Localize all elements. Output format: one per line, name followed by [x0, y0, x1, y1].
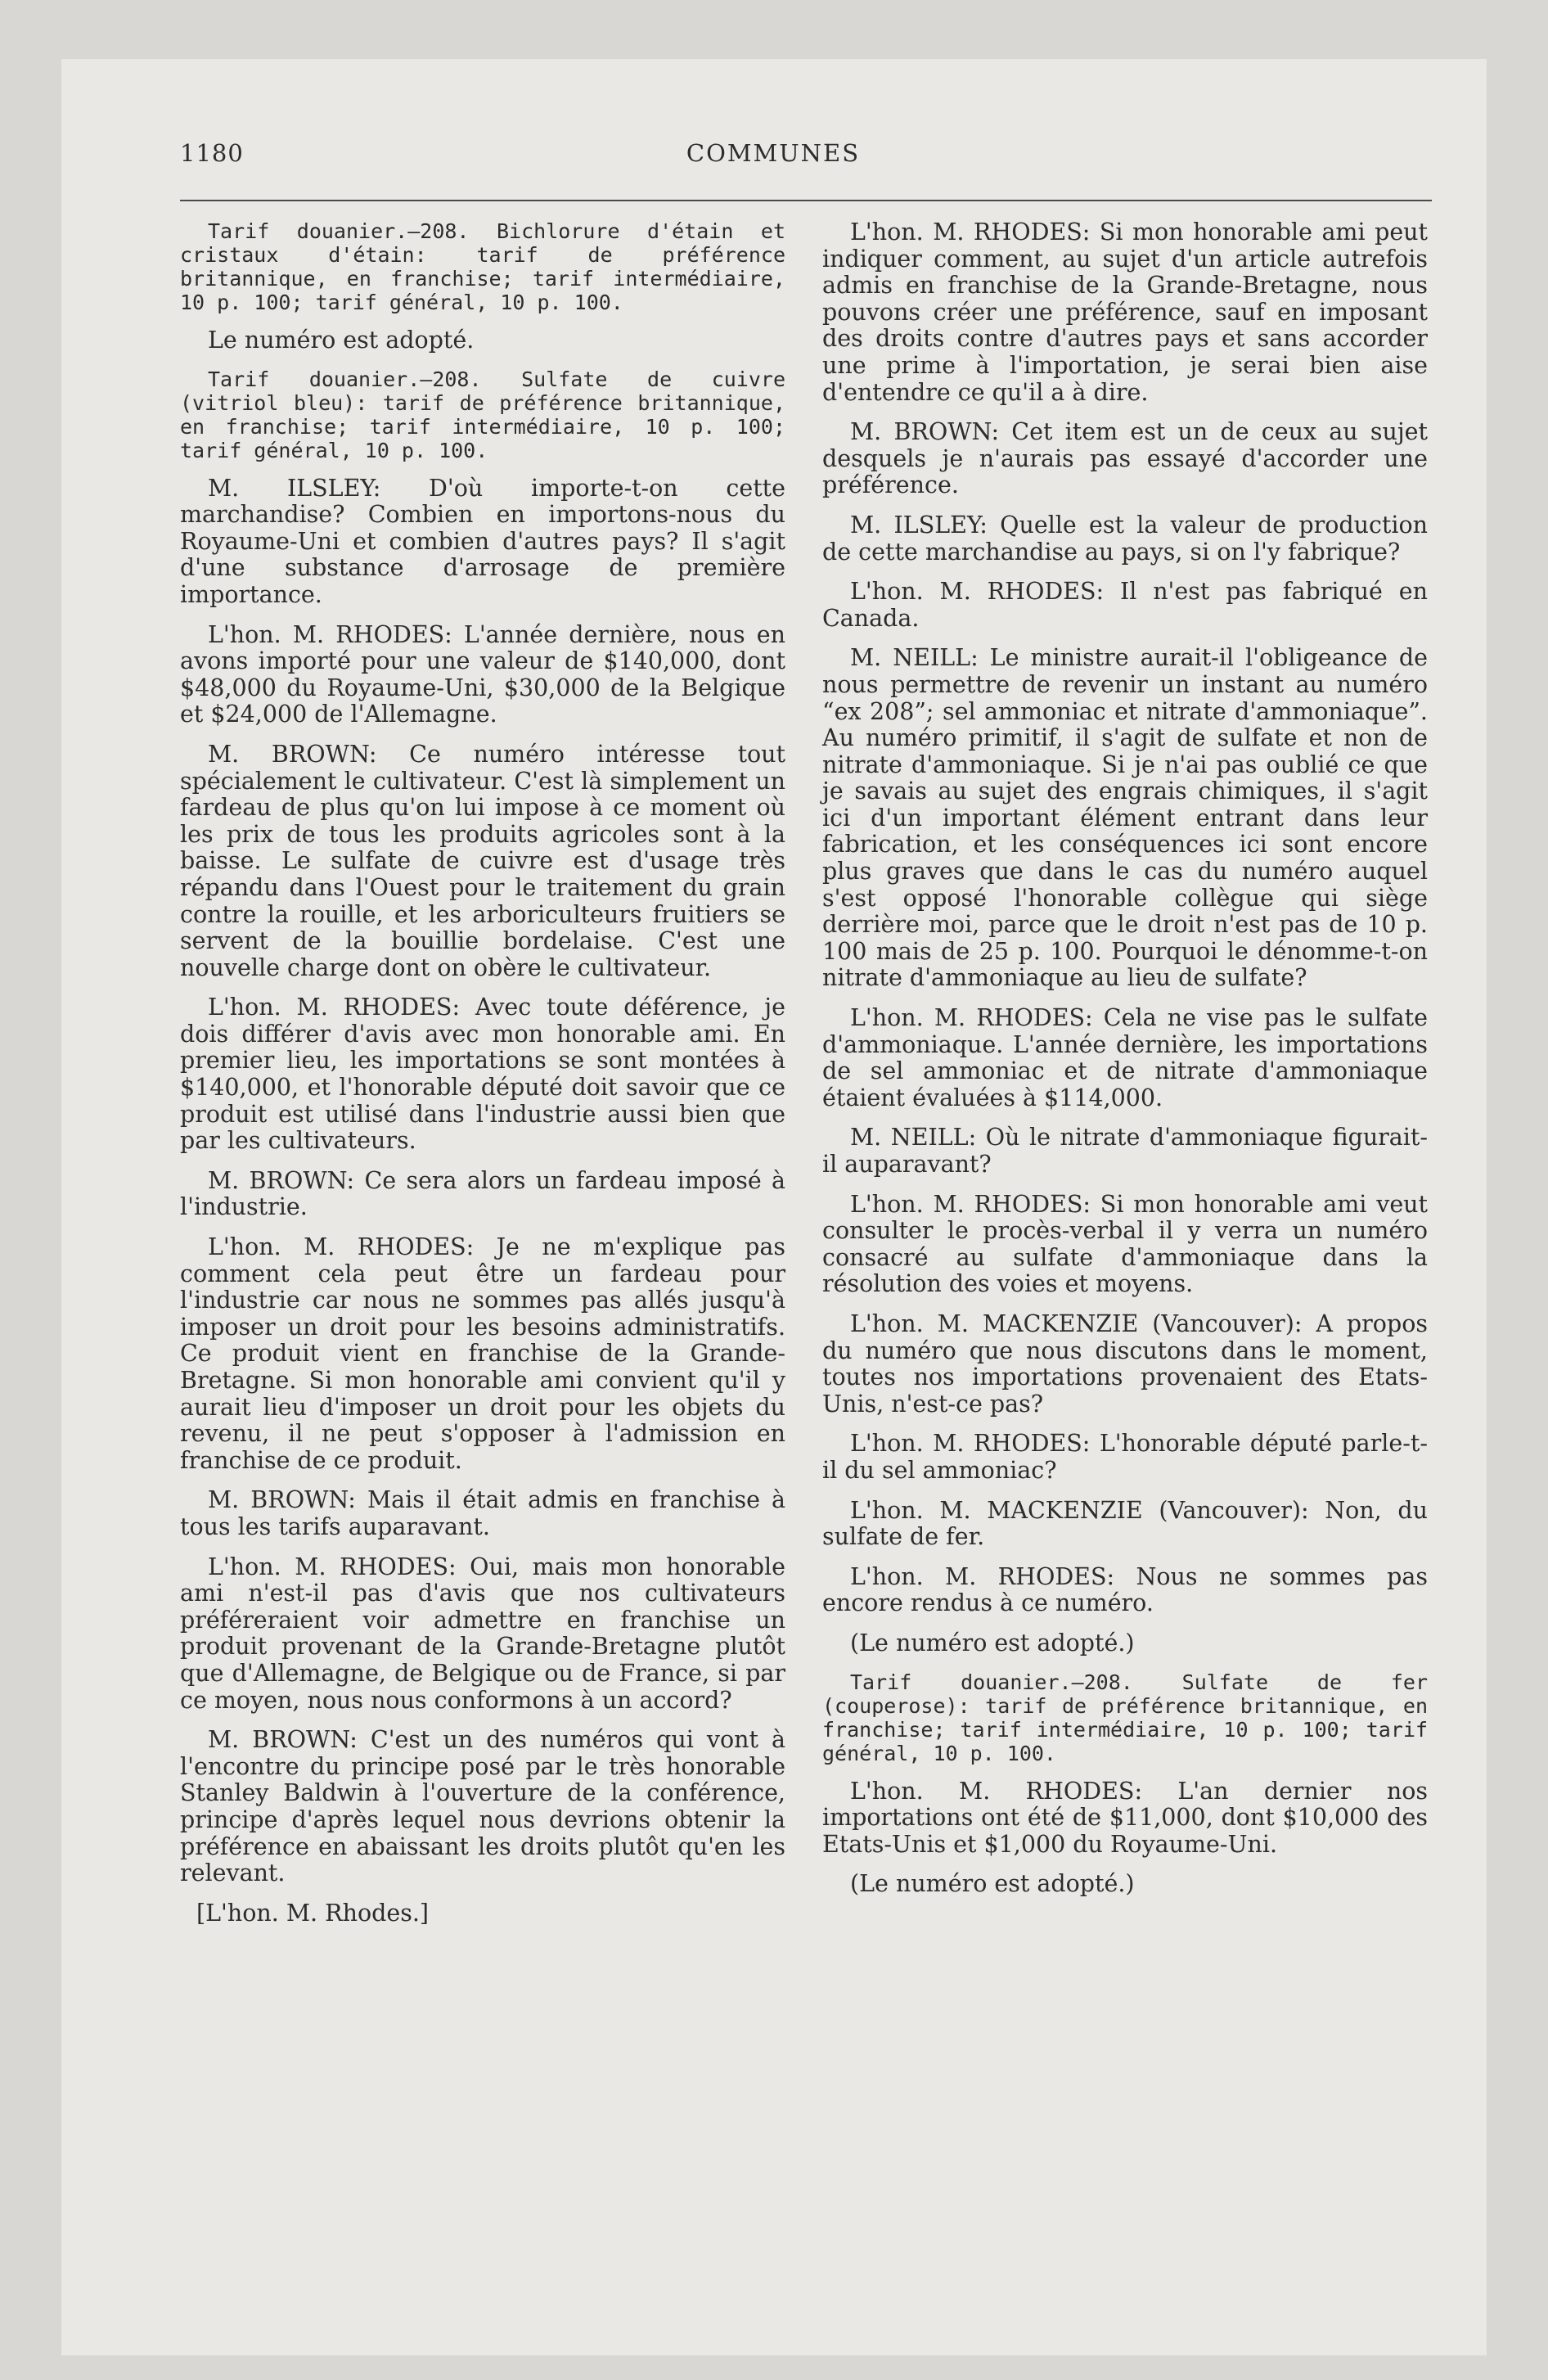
speech-paragraph: M. BROWN: Mais il était admis en franchise à tous les tarifs auparavant.: [180, 1486, 785, 1540]
speech-paragraph: M. ILSLEY: Quelle est la valeur de production de cette marchandise au pays, si on l'y fabrique?: [822, 511, 1428, 566]
tariff-item: Tarif douanier.—208. Sulfate de fer (couperose): tarif de préférence britannique, en franchise; tarif intermédiaire, 10 p. 100; tarif général, 10 p. 100.: [822, 1670, 1428, 1765]
tariff-item: Tarif douanier.—208. Bichlorure d'étain et cristaux d'étain: tarif de préférence britannique, en franchise; tarif intermédiaire, 10 p. 100; tarif général, 10 p. 100.: [180, 219, 785, 314]
speech-paragraph: M. ILSLEY: D'où importe-t-on cette marchandise? Combien en importons-nous du Royaume-Uni et combien d'autres pays? Il s'agit d'une substance d'arrosage de première importance.: [180, 474, 785, 608]
left-column: [180, 219, 785, 1940]
speech-paragraph: M. NEILL: Le ministre aurait-il l'obligeance de nous permettre de revenir un instant au numéro “ex 208”; sel ammoniac et nitrate d'ammoniaque”. Au numéro primitif, il s'agit de sulfate et non de nitrate d'ammoniaque. Si je n'ai pas oublié ce que je savais au sujet des engrais chimiques, il s'agit ici d'un important élément entrant dans leur fabrication, et les conséquences ici sont encore plus graves que dans le cas du numéro auquel s'est opposé l'honorable collègue qui siège derrière moi, parce que le droit n'est pas de 10 p. 100 mais de 25 p. 100. Pourquoi le dénomme-t-on nitrate d'ammoniaque au lieu de sulfate?: [822, 644, 1428, 992]
tariff-item: Tarif douanier.—208. Sulfate de cuivre (vitriol bleu): tarif de préférence britannique, en franchise; tarif intermédiaire, 10 p. 100; tarif général, 10 p. 100.: [180, 367, 785, 462]
speech-paragraph: L'hon. M. RHODES: Si mon honorable ami veut consulter le procès-verbal il y verra un numéro consacré au sulfate d'ammoniaque dans la résolution des voies et moyens.: [822, 1190, 1428, 1298]
speech-paragraph: L'hon. M. MACKENZIE (Vancouver): Non, du sulfate de fer.: [822, 1496, 1428, 1551]
speech-paragraph: L'hon. M. RHODES: Nous ne sommes pas encore rendus à ce numéro.: [822, 1562, 1428, 1617]
speech-paragraph: L'hon. M. RHODES: Cela ne vise pas le sulfate d'ammoniaque. L'année dernière, les importations de sel ammoniac et de nitrate d'ammoniaque étaient évaluées à $114,000.: [822, 1004, 1428, 1111]
page-number: 1180: [180, 139, 244, 167]
speech-paragraph: M. BROWN: Cet item est un de ceux au sujet desquels je n'aurais pas essayé d'accorder une préférence.: [822, 418, 1428, 499]
speech-paragraph: M. NEILL: Où le nitrate d'ammoniaque figurait-il auparavant?: [822, 1124, 1428, 1178]
speaker-footnote: [L'hon. M. Rhodes.]: [196, 1899, 430, 1927]
speech-paragraph: L'hon. M. RHODES: L'année dernière, nous en avons importé pour une valeur de $140,000, dont $48,000 du Royaume-Uni, $30,000 de la Belgique et $24,000 de l'Allemagne.: [180, 620, 785, 728]
right-column: [822, 219, 1428, 1911]
header-rule: [180, 200, 1432, 201]
speech-paragraph: M. BROWN: Ce numéro intéresse tout spécialement le cultivateur. C'est là simplement un fardeau de plus qu'on lui impose à ce moment où les prix de tous les produits agricoles sont à la baisse. Le sulfate de cuivre est d'usage très répandu dans l'Ouest pour le traitement du grain contre la rouille, et les arboriculteurs fruitiers se servent de la bouillie bordelaise. C'est une nouvelle charge dont on obère le cultivateur.: [180, 740, 785, 981]
page-header: [119, 139, 1428, 188]
speech-paragraph: L'hon. M. RHODES: Avec toute déférence, je dois différer d'avis avec mon honorable ami. En premier lieu, les importations se sont montées à $140,000, et l'honorable député doit savoir que ce produit est utilisé dans l'industrie aussi bien que par les cultivateurs.: [180, 994, 785, 1155]
running-title: COMMUNES: [686, 139, 861, 167]
speech-paragraph: L'hon. M. RHODES: Il n'est pas fabriqué en Canada.: [822, 578, 1428, 632]
adoption-note: Le numéro est adopté.: [208, 327, 475, 354]
adoption-note: (Le numéro est adopté.): [850, 1870, 1135, 1898]
adoption-note: (Le numéro est adopté.): [850, 1629, 1135, 1657]
speech-paragraph: M. BROWN: C'est un des numéros qui vont à l'encontre du principe posé par le très honorable Stanley Baldwin à l'ouverture de la conférence, principe d'après lequel nous devrions obtenir la préférence en abaissant les droits plutôt qu'en les relevant.: [180, 1726, 785, 1887]
speech-paragraph: L'hon. M. RHODES: Je ne m'explique pas comment cela peut être un fardeau pour l'industrie car nous ne sommes pas allés jusqu'à imposer un droit pour les besoins administratifs. Ce produit vient en franchise de la Grande-Bretagne. Si mon honorable ami convient qu'il y aurait lieu d'imposer un droit pour les objets du revenu, il ne peut s'opposer à l'admission en franchise de ce produit.: [180, 1233, 785, 1474]
speech-paragraph: L'hon. M. RHODES: Si mon honorable ami peut indiquer comment, au sujet d'un article autrefois admis en franchise de la Grande-Bretagne, nous pouvons créer une préférence, sauf en imposant des droits contre d'autres pays et sans accorder une prime à l'importation, je serai bien aise d'entendre ce qu'il a à dire.: [822, 219, 1428, 406]
speech-paragraph: L'hon. M. MACKENZIE (Vancouver): A propos du numéro que nous discutons dans le moment, toutes nos importations provenaient des Etats-Unis, n'est-ce pas?: [822, 1309, 1428, 1418]
speech-paragraph: L'hon. M. RHODES: L'an dernier nos importations ont été de $11,000, dont $10,000 des Etats-Unis et $1,000 du Royaume-Uni.: [822, 1777, 1428, 1858]
speech-paragraph: L'hon. M. RHODES: Oui, mais mon honorable ami n'est-il pas d'avis que nos cultivateurs préféreraient voir admettre en franchise un produit provenant de la Grande-Bretagne plutôt que d'Allemagne, de Belgique ou de France, si par ce moyen, nous nous conformons à un accord?: [180, 1553, 785, 1714]
speech-paragraph: M. BROWN: Ce sera alors un fardeau imposé à l'industrie.: [180, 1166, 785, 1221]
speech-paragraph: L'hon. M. RHODES: L'honorable député parle-t-il du sel ammoniac?: [822, 1430, 1428, 1484]
